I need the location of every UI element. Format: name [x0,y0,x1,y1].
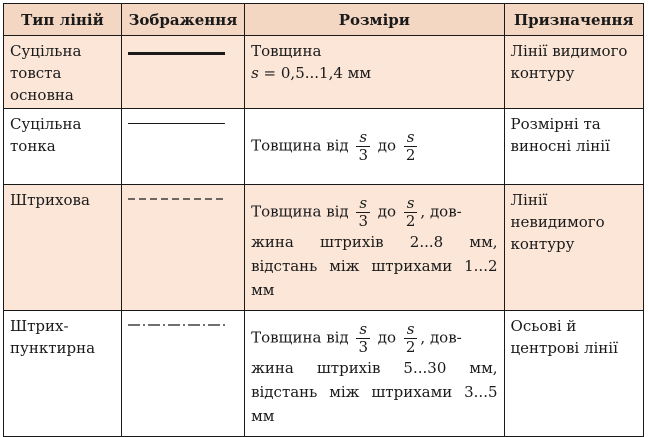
size-first-line [251,321,497,356]
line-types-table [3,3,644,437]
line-image-cell [121,36,244,109]
fraction-numerator: s [356,321,370,339]
header-purpose: Призначення [504,4,643,36]
fraction-s-over-2 [404,195,418,230]
line-image-cell [121,311,244,437]
fraction-s-over-2 [404,321,418,356]
table-row [4,185,644,311]
size-first-line [251,195,497,230]
table-row [4,109,644,185]
solid-thick-line-sample [128,52,225,55]
size-formula [251,62,497,84]
size-cell [245,109,504,185]
dash-dot-line-sample [128,323,225,327]
size-cell [245,36,504,109]
solid-thin-line-sample [128,123,225,124]
header-image: Зображення [121,4,244,36]
dashed-line-sample [128,197,225,201]
fraction-numerator: s [404,195,418,213]
fraction-denominator: 3 [358,212,369,230]
table-row [4,36,644,109]
line-image-cell [121,185,244,311]
table-row [4,311,644,437]
size-formula-rest: = 0,5...1,4 мм [263,64,372,82]
header-type: Тип ліній [4,4,122,36]
size-after: , дов- [420,328,462,347]
line-type-cell: Штрих-пунктирна [4,311,122,437]
purpose-cell: Лінії видимого контуру [504,36,643,109]
line-type-cell: Суцільна товста основна [4,36,122,109]
fraction-s-over-3 [356,195,370,230]
fraction-numerator: s [356,129,370,147]
size-rest: жина штрихів 5...30 мм, відстань між штрихами 3...5 мм [251,359,498,425]
size-rest: жина штрихів 2...8 мм, відстань між штрихами 1...2 мм [251,233,498,299]
purpose-cell: Осьові й центрові лінії [504,311,643,437]
fraction-numerator: s [356,195,370,213]
line-type-cell: Суцільна тонка [4,109,122,185]
size-from-label: Товщина від [251,202,349,221]
table-header-row [4,4,644,36]
purpose-cell: Розмірні та виносні лінії [504,109,643,185]
fraction-denominator: 2 [405,146,416,164]
fraction-s-over-3 [356,129,370,164]
size-cell [245,311,504,437]
fraction-s-over-3 [356,321,370,356]
size-from-label: Товщина від [251,328,349,347]
fraction-denominator: 2 [405,212,416,230]
header-sizes: Розміри [245,4,504,36]
fraction-denominator: 2 [405,338,416,356]
size-formula-var: s [251,64,259,82]
size-cell [245,185,504,311]
fraction-denominator: 3 [358,146,369,164]
size-to-label: до [377,202,397,221]
size-prefix: Товщина [251,42,322,60]
size-from-label: Товщина від [251,136,349,155]
fraction-numerator: s [404,321,418,339]
fraction-numerator: s [404,129,418,147]
line-image-cell [121,109,244,185]
fraction-s-over-2 [404,129,418,164]
size-after: , дов- [420,202,462,221]
line-type-cell: Штрихова [4,185,122,311]
line-types-table-wrapper [3,3,644,432]
size-to-label: до [377,328,397,347]
purpose-cell: Лінії невидимого контуру [504,185,643,311]
fraction-denominator: 3 [358,338,369,356]
size-to-label: до [377,136,397,155]
